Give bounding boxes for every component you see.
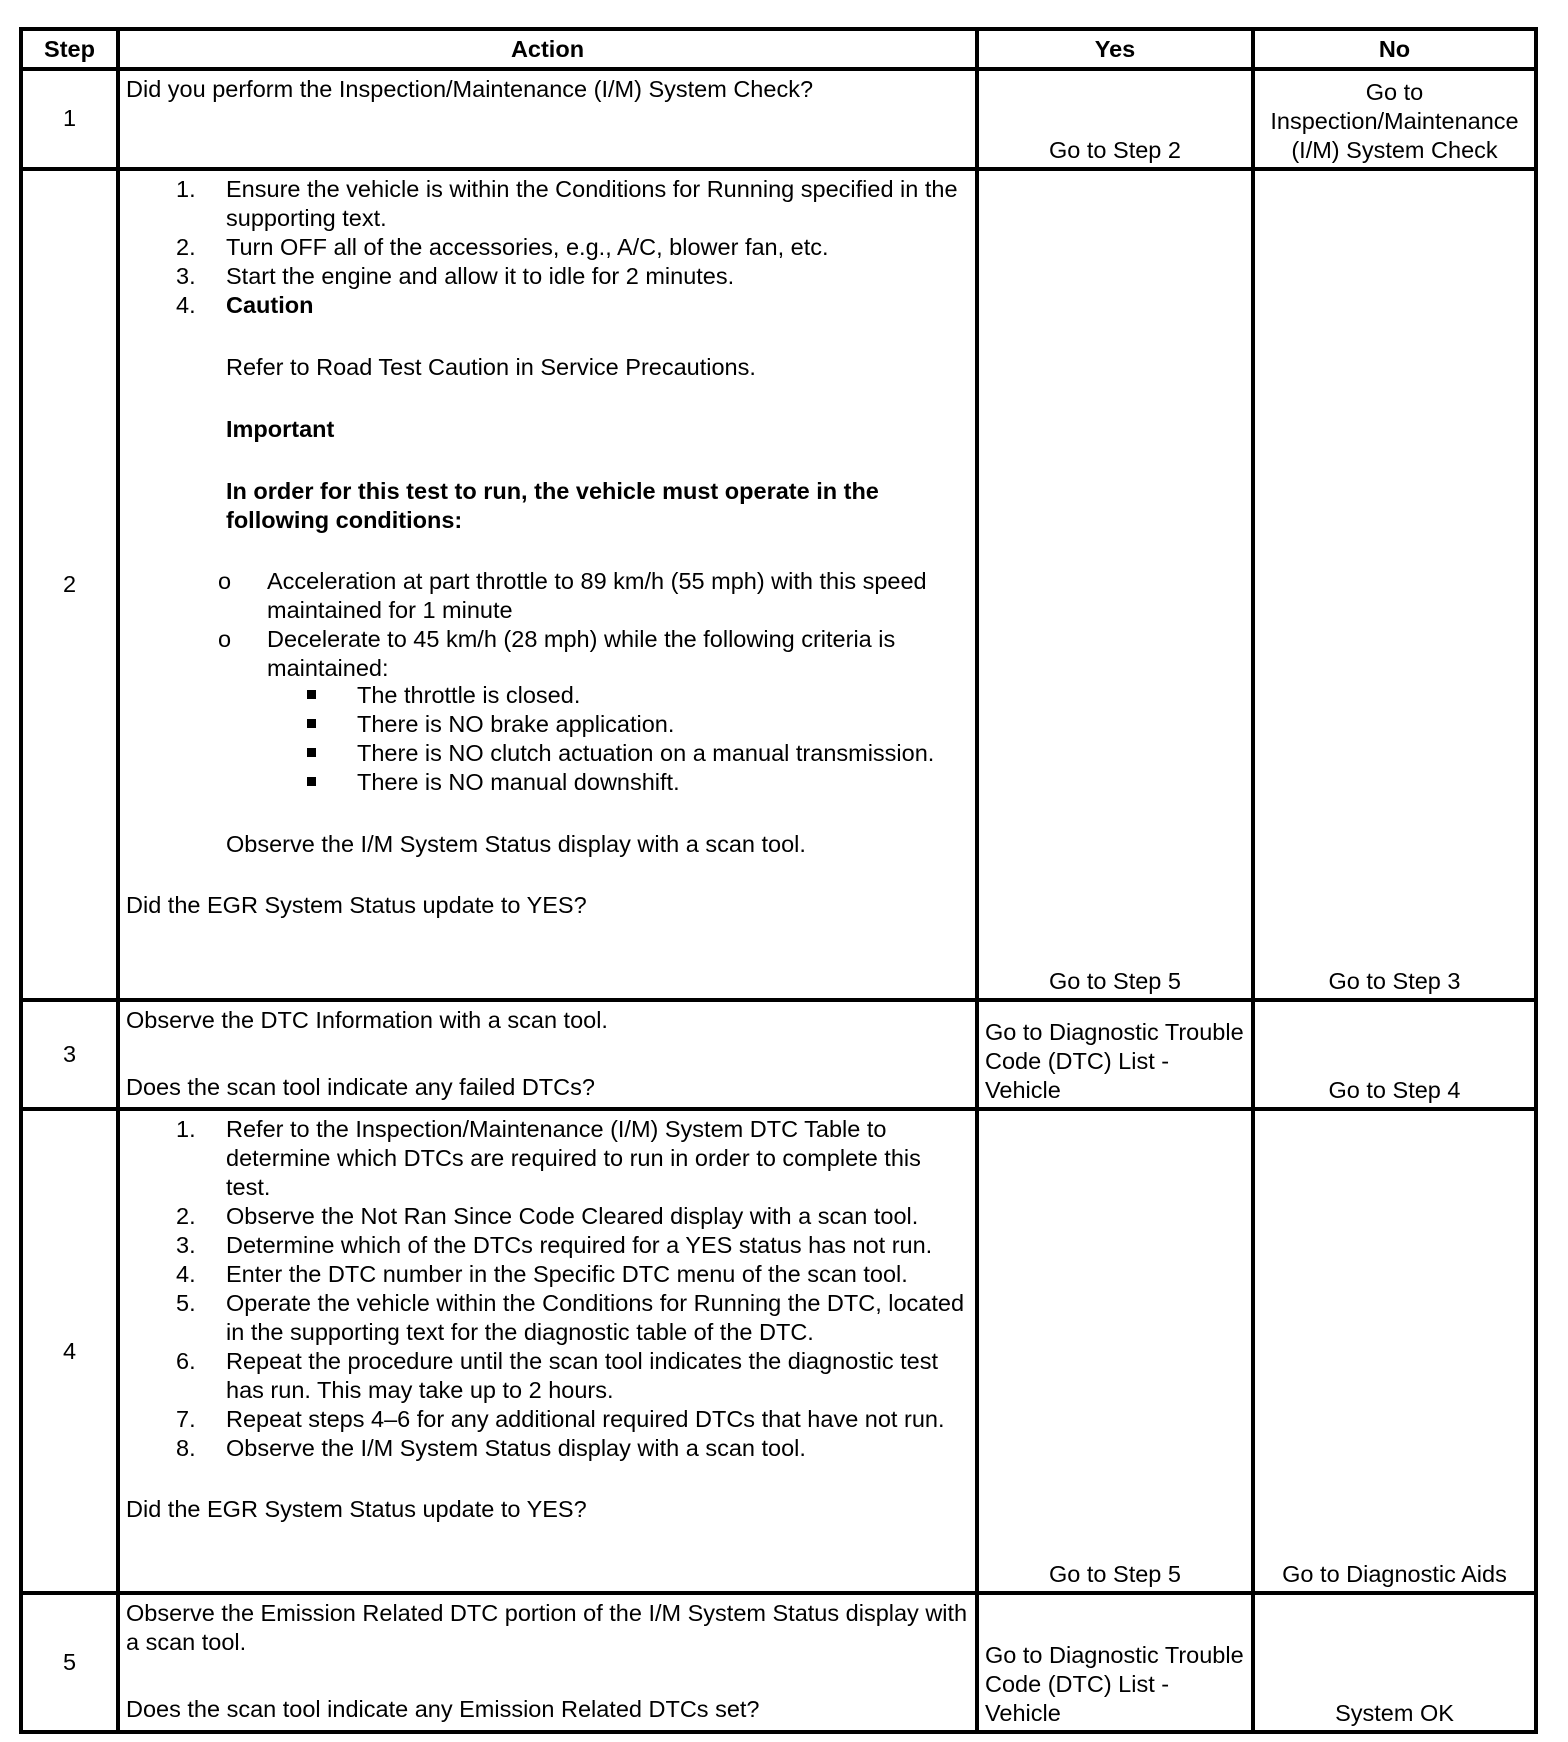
item-text: Repeat steps 4–6 for any additional required DTCs that have not run. — [226, 1406, 945, 1433]
table-row — [21, 169, 1536, 1000]
list-item — [126, 1115, 969, 1202]
question-text: Does the scan tool indicate any Emission Related DTCs set? — [126, 1696, 760, 1723]
condition-text: Acceleration at part throttle to 89 km/h (55 mph) with this speed maintained for 1 minute — [267, 567, 927, 623]
item-text: Operate the vehicle within the Conditions for Running the DTC, located in the supporting text for the diagnostic table of the DTC. — [226, 1290, 965, 1346]
list-item — [126, 1434, 969, 1463]
action-cell — [118, 1593, 977, 1732]
action-cell — [118, 69, 977, 168]
list-item — [126, 1347, 969, 1405]
action-text: Did you perform the Inspection/Maintenance (I/M) System Check? — [126, 76, 814, 103]
table-row — [21, 1000, 1536, 1110]
criteria-text: The throttle is closed. — [357, 681, 581, 708]
condition-text: Decelerate to 45 km/h (28 mph) while the following criteria is maintained: — [267, 625, 896, 681]
item-text: Determine which of the DTCs required for a YES status has not run. — [226, 1232, 933, 1259]
item-text: Observe the I/M System Status display with a scan tool. — [226, 1435, 806, 1462]
caution-label: Caution — [226, 291, 314, 318]
list-item — [126, 233, 969, 262]
step-number: 4 — [21, 1109, 118, 1593]
list-item — [257, 768, 969, 797]
header-row — [21, 29, 1536, 69]
question-text: Did the EGR System Status update to YES? — [126, 1496, 587, 1523]
header-no: No — [1253, 29, 1536, 69]
square-bullet — [307, 719, 316, 728]
item-text: Refer to the Inspection/Maintenance (I/M) System DTC Table to determine which DTCs are required to run in order to complete this test. — [226, 1116, 921, 1201]
question-text: Did the EGR System Status update to YES? — [126, 891, 587, 918]
no-link[interactable]: Go to Step 3 — [1253, 169, 1536, 1000]
yes-link[interactable]: Go to Step 2 — [977, 69, 1253, 168]
list-item — [126, 262, 969, 291]
no-link[interactable]: Go to Inspection/Maintenance (I/M) System Check — [1253, 69, 1536, 168]
table-row — [21, 1593, 1536, 1732]
observe-text: Observe the I/M System Status display with a scan tool. — [226, 830, 806, 857]
yes-link[interactable]: Go to Diagnostic Trouble Code (DTC) List - Vehicle — [977, 1593, 1253, 1732]
list-item — [126, 1405, 969, 1434]
circle-bullet: o — [218, 567, 232, 594]
question-text: Does the scan tool indicate any failed DTCs? — [126, 1073, 595, 1100]
item-number: 6. — [176, 1348, 196, 1375]
action-text: Observe the DTC Information with a scan tool. — [126, 1006, 608, 1033]
item-text: Enter the DTC number in the Specific DTC menu of the scan tool. — [226, 1261, 908, 1288]
list-item — [167, 625, 969, 797]
important-label: Important — [226, 415, 335, 442]
item-number: 4. — [176, 1261, 196, 1288]
list-item — [126, 1289, 969, 1347]
list-item — [126, 1260, 969, 1289]
procedure-list — [126, 175, 969, 535]
diagnostic-table — [19, 27, 1538, 1734]
action-cell — [118, 1109, 977, 1593]
yes-link[interactable]: Go to Diagnostic Trouble Code (DTC) List - Vehicle — [977, 1000, 1253, 1110]
item-number: 2. — [176, 1203, 196, 1230]
yes-link[interactable]: Go to Step 5 — [977, 169, 1253, 1000]
item-text: Observe the Not Ran Since Code Cleared display with a scan tool. — [226, 1203, 919, 1230]
list-item — [167, 567, 969, 625]
header-step: Step — [21, 29, 118, 69]
list-item — [126, 1202, 969, 1231]
header-yes: Yes — [977, 29, 1253, 69]
step-number: 5 — [21, 1593, 118, 1732]
square-bullet — [307, 748, 316, 757]
step-number: 3 — [21, 1000, 118, 1110]
item-number: 4. — [176, 291, 196, 318]
item-number: 3. — [176, 1232, 196, 1259]
item-text: Ensure the vehicle is within the Conditions for Running specified in the supporting text. — [226, 175, 958, 231]
square-bullet — [307, 690, 316, 699]
list-item — [257, 710, 969, 739]
item-number: 8. — [176, 1435, 196, 1462]
criteria-text: There is NO brake application. — [357, 710, 675, 737]
step-number: 2 — [21, 169, 118, 1000]
no-link[interactable]: Go to Diagnostic Aids — [1253, 1109, 1536, 1593]
no-link[interactable]: Go to Step 4 — [1253, 1000, 1536, 1110]
conditions-list — [167, 567, 969, 797]
list-item — [257, 739, 969, 768]
criteria-list — [257, 681, 969, 797]
criteria-text: There is NO clutch actuation on a manual transmission. — [357, 739, 935, 766]
action-cell — [118, 169, 977, 1000]
item-number: 7. — [176, 1406, 196, 1433]
item-text: Start the engine and allow it to idle for 2 minutes. — [226, 262, 735, 289]
item-number: 2. — [176, 233, 196, 260]
table-row — [21, 1109, 1536, 1593]
action-text: Observe the Emission Related DTC portion of the I/M System Status display with a scan tool. — [126, 1600, 968, 1656]
item-number: 3. — [176, 262, 196, 289]
header-action: Action — [118, 29, 977, 69]
item-text: Repeat the procedure until the scan tool indicates the diagnostic test has run. This may take up to 2 hours. — [226, 1348, 938, 1404]
procedure-list — [126, 1115, 969, 1463]
list-item — [126, 291, 969, 535]
caution-text: Refer to Road Test Caution in Service Precautions. — [226, 353, 756, 380]
item-text: Turn OFF all of the accessories, e.g., A/C, blower fan, etc. — [226, 233, 829, 260]
item-number: 5. — [176, 1290, 196, 1317]
circle-bullet: o — [218, 625, 232, 652]
no-link[interactable]: System OK — [1253, 1593, 1536, 1732]
list-item — [257, 681, 969, 710]
square-bullet — [307, 777, 316, 786]
item-number: 1. — [176, 1116, 196, 1143]
step-number: 1 — [21, 69, 118, 168]
important-text: In order for this test to run, the vehicle must operate in the following conditions: — [226, 477, 879, 533]
yes-link[interactable]: Go to Step 5 — [977, 1109, 1253, 1593]
item-number: 1. — [176, 175, 196, 202]
criteria-text: There is NO manual downshift. — [357, 768, 680, 795]
action-cell — [118, 1000, 977, 1110]
list-item — [126, 1231, 969, 1260]
table-row — [21, 69, 1536, 168]
list-item — [126, 175, 969, 233]
